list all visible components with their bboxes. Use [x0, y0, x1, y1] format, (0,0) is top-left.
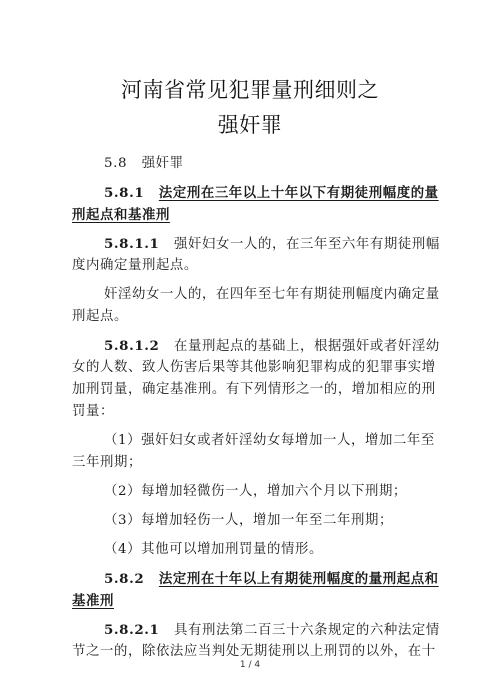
paragraph-5-8-2-1	[104, 620, 440, 641]
section-number: 5.8.2.1	[104, 622, 160, 638]
section-title: 强奸罪	[141, 156, 184, 171]
list-item-2: （2）每增加轻微伤一人，增加六个月以下刑期；	[104, 484, 407, 499]
paragraph-text: 在量刑起点的基础上，根据强奸或者奸淫幼	[174, 339, 440, 354]
section-5-8-2-heading-cont	[72, 591, 114, 612]
list-item-4: （4）其他可以增加刑罚量的情形。	[104, 542, 323, 557]
paragraph-line: 节之一的，除依法应当判处无期徒刑以上刑罚的以外，在十	[72, 644, 436, 659]
section-heading-text: 基准刑	[72, 593, 114, 609]
document-title-line1: 河南省常见犯罪量刑细则之	[121, 78, 379, 102]
paragraph-5-8-1-2	[104, 336, 440, 357]
paragraph-line: 度内确定量刑起点。	[72, 258, 198, 273]
paragraph-text: 具有刑法第二百三十六条规定的六种法定情	[174, 623, 440, 638]
list-item-1-cont: 三年刑期；	[72, 455, 142, 470]
page-number: 1 / 4	[239, 660, 261, 670]
paragraph-text: 强奸妇女一人的，在三年至六年有期徒刑幅	[174, 237, 440, 252]
section-number: 5.8.2	[104, 571, 145, 587]
paragraph-5-8-1-1	[104, 234, 440, 255]
document-title-line2: 强奸罪	[217, 113, 283, 137]
section-5-8-1-heading	[104, 183, 439, 204]
section-5-8-2-heading	[104, 569, 439, 590]
section-number: 5.8	[104, 156, 128, 171]
section-heading-text: 法定刑在十年以上有期徒刑幅度的量刑起点和	[158, 571, 439, 587]
paragraph-line: 女的人数、致人伤害后果等其他影响犯罪构成的犯罪事实增	[72, 360, 436, 375]
paragraph-line: 刑起点。	[72, 309, 128, 324]
list-item-1: （1）强奸妇女或者奸淫幼女每增加一人，增加二年至	[104, 433, 435, 448]
paragraph-line: 罚量：	[72, 404, 114, 419]
paragraph-line: 奸淫幼女一人的，在四年至七年有期徒刑幅度内确定量	[104, 287, 440, 302]
section-5-8-1-heading-cont	[72, 205, 170, 226]
section-5-8	[104, 154, 184, 174]
section-number: 5.8.1.2	[104, 338, 160, 354]
section-heading-text: 刑起点和基准刑	[72, 207, 170, 223]
paragraph-line: 加刑罚量，确定基准刑。有下列情形之一的，增加相应的刑	[72, 382, 436, 397]
list-item-3: （3）每增加轻伤一人，增加一年至二年刑期；	[104, 513, 393, 528]
section-heading-text: 法定刑在三年以上十年以下有期徒刑幅度的量	[158, 185, 439, 201]
section-number: 5.8.1	[104, 185, 145, 201]
section-number: 5.8.1.1	[104, 236, 160, 252]
